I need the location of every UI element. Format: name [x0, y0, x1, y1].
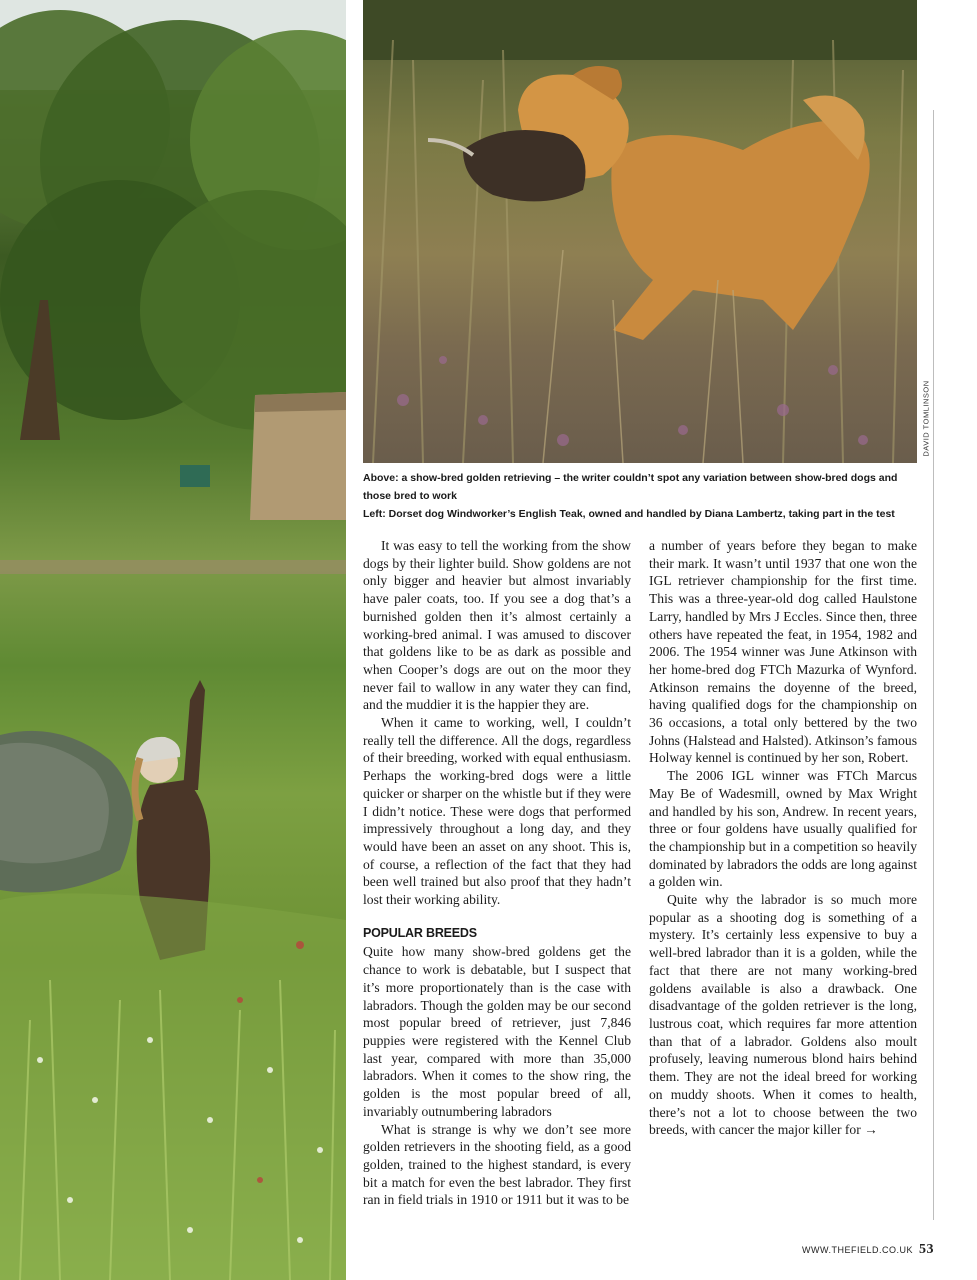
article-paragraph-3: Quite how many show-bred goldens get the chance to work is debatable, but I suspect that it’s more proportionately than is the case with labradors. Though the golden may be our second most popular breed of retriever, just 7,846 puppies were registered with the Kennel Club last year, compared with more than 35,000 labradors. When it comes to the show ring, the golden is the most popular breed of all, invariably outnumbering labradors — [363, 944, 631, 1119]
article-column-2 — [649, 537, 917, 1139]
caption-above: Above: a show-bred golden retrieving – the writer couldn’t spot any variation between show-bred dogs and those bred to work — [363, 472, 898, 502]
left-photo-illustration — [0, 0, 346, 1280]
top-photo-illustration — [363, 0, 917, 463]
caption-left: Left: Dorset dog Windworker’s English Teak, owned and handled by Diana Lambertz, taking part in the test — [363, 508, 895, 520]
subhead-popular-breeds: POPULAR BREEDS — [363, 925, 477, 940]
article-paragraph-2: When it came to working, well, I couldn’t really tell the difference. All the dogs, regardless of their breeding, worked with equal enthusiasm. Perhaps the working-bred dogs were a little quicker or sharper on the whistle but if they were I didn’t notice. These were dogs that performed impressively throughout a long day, and they would have been an asset on any shoot. This is, of course, a reflection of the fact that they had been well trained but also proof that they hadn’t lost their working ability. — [363, 715, 631, 908]
article-column-1 — [363, 537, 631, 1209]
page-footer — [760, 1242, 934, 1258]
photo-credit-text: DAVID TOMLINSON — [921, 380, 931, 457]
page-number: 53 — [919, 1242, 934, 1257]
photo-credit — [919, 378, 933, 464]
footer-site: WWW.THEFIELD.CO.UK — [802, 1245, 913, 1255]
margin-rule — [933, 110, 934, 1220]
article-paragraph-6: Quite why the labrador is so much more popular as a shooting dog is something of a mystery. It’s certainly less expensive to buy a well-bred labrador than it is a golden, while the fact that there are not many working-bred goldens available is also a drawback. One disadvantage of the golden retriever is the long, lustrous coat, which requires far more attention than that of a labrador. Goldens also moult profusely, leaving numerous blond hairs behind them. They are not the ideal breed for working on muddy shoots. When it comes to health, there’s not a lot to choose between the two breeds, with cancer the major killer for → — [649, 892, 917, 1138]
top-photo-golden-retriever — [363, 0, 917, 463]
photo-captions — [363, 469, 919, 523]
article-paragraph-1: It was easy to tell the working from the show dogs by their lighter build. Show goldens are not only bigger and heavier but almost invariably have paler coats, too. If you see a dog that’s a burnished golden then it’s almost certainly a working-bred animal. I was amused to discover that goldens like to be as dark as possible and when Cooper’s dogs are out on the moor they never fail to wallow in any water they can find, and the muddier it is the happier they are. — [363, 538, 631, 713]
article-paragraph-4-continued: a number of years before they began to make their mark. It wasn’t until 1937 that one won the IGL retriever championship for the first time. This was a three-year-old dog called Haulstone Larry, handled by Mrs J Eccles. Since then, three others have repeated the feat, in 1954, 1982 and 2006. The 1954 winner was June Atkinson with her home-bred dog FTCh Mazurka of Wynford. Atkinson remains the doyenne of the breed, having qualified dogs for the championship on 36 occasions, a total only bettered by the two Johns (Halstead and Halsted). Atkinson’s famous Holway kennel is continued by her son, Robert. — [649, 538, 917, 766]
left-photo-handler — [0, 0, 346, 1280]
article-paragraph-5: The 2006 IGL winner was FTCh Marcus May Be of Wadesmill, owned by Max Wright and handled by his son, Andrew. In recent years, three or four goldens have usually qualified for the championship but in a competition so heavily dominated by labradors the odds are long against a golden win. — [649, 768, 917, 890]
article-paragraph-4: What is strange is why we don’t see more golden retrievers in the shooting field, as a good golden, trained to the highest standard, is every bit a match for even the best labrador. They first ran in field trials in 1910 or 1911 but it was to be — [363, 1121, 631, 1208]
